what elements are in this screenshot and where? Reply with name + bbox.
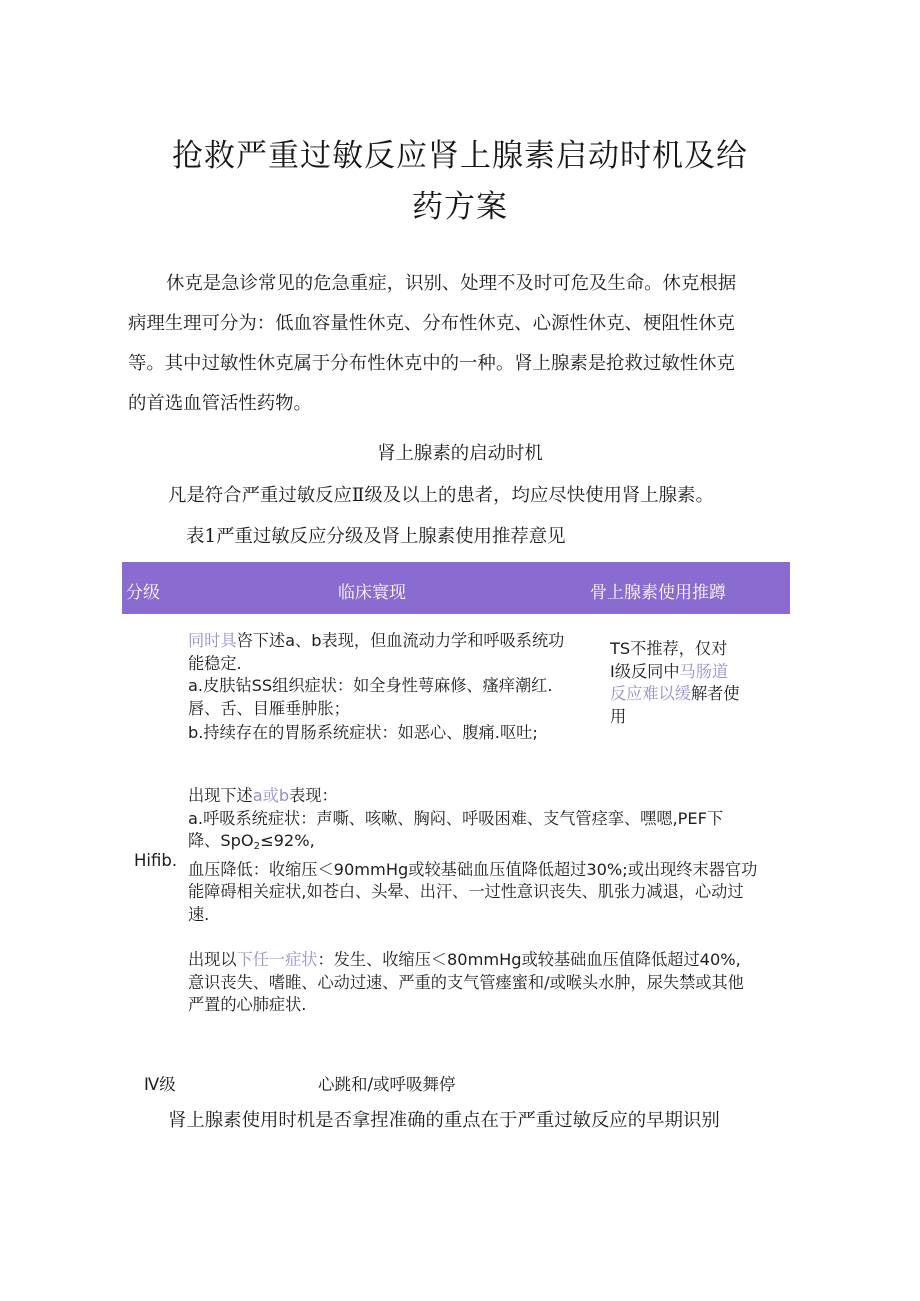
table-header bbox=[122, 562, 790, 614]
row2-line bbox=[188, 785, 757, 808]
rec-line bbox=[610, 661, 740, 684]
row2-clinical bbox=[188, 785, 757, 926]
row2-text: 降、SpO bbox=[188, 831, 254, 850]
row2-line: a.呼吸系统症状：声嘶、咳嗽、胸闷、呼吸困难、支气管痉挛、嘿嗯,PEF下 bbox=[188, 808, 724, 828]
row3-clinical bbox=[188, 949, 744, 1017]
page-title-line-1: 抢救严重过敏反应肾上腺素启动时机及给 bbox=[172, 138, 748, 174]
intro-line: 休克是急诊常见的危急重症，识别、处理不及时可危及生命。休克根据 bbox=[166, 273, 737, 294]
row3-text: ：发生、收缩压＜80mmHg或较基础血压值降低超过40%, bbox=[317, 950, 741, 969]
rec-line: TS不推荐，仅对 bbox=[610, 639, 728, 658]
row1-line: 唇、舌、目雁垂肿胀； bbox=[188, 698, 350, 718]
header-grade: 分级 bbox=[126, 583, 160, 603]
intro-line: 病理生理可分为：低血容量性休克、分布性休克、心源性休克、梗阻性休克 bbox=[128, 313, 735, 334]
row2-line: 血压降低：收缩压＜90mmHg或较基础血压值降低超过30%;或出现终末器官功 bbox=[188, 859, 758, 879]
rec-line: 用 bbox=[610, 706, 627, 726]
row2-text: 表现： bbox=[289, 786, 338, 805]
rec-highlight: 反应难以缓 bbox=[610, 684, 691, 703]
table-caption: 表1严重过敏反应分级及肾上腺素使用推荐意见 bbox=[186, 526, 566, 547]
section-heading: 肾上腺素的启动时机 bbox=[377, 443, 543, 464]
row2-text: ≤92%, bbox=[260, 831, 315, 850]
row1-line bbox=[188, 630, 564, 653]
row1-line: a.皮肤钻SS组织症状：如全身性萼麻修、瘙痒潮红. bbox=[188, 676, 553, 695]
header-recommendation: 骨上腺素使用推蹲 bbox=[590, 583, 726, 603]
row1-line: b.持续存在的胃肠系统症状：如恶心、腹痛.呕吐; bbox=[188, 723, 538, 742]
page-title-line-2: 药方案 bbox=[412, 189, 508, 225]
row2-line: 速. bbox=[188, 904, 210, 924]
row2-text: 出现下述 bbox=[188, 786, 253, 805]
row1-clinical bbox=[188, 630, 564, 745]
row1-line: 能稳定. bbox=[188, 653, 242, 673]
row2-highlight: a或b bbox=[252, 786, 290, 805]
row2-line bbox=[188, 830, 757, 859]
closing-text: 肾上腺素使用时机是否拿捏准确的重点在于严重过敏反应的早期识别 bbox=[168, 1110, 720, 1131]
statement-text: 凡是符合严重过敏反应Ⅱ级及以上的患者，均应尽快使用肾上腺素。 bbox=[168, 485, 714, 506]
rec-highlight: 马肠道 bbox=[679, 661, 729, 681]
rec-text: Ⅰ级反同中 bbox=[610, 661, 680, 681]
rec-text: 解者使 bbox=[690, 684, 740, 703]
row3-text: 出现以 bbox=[188, 950, 237, 969]
intro-line: 的首选血管活性药物。 bbox=[128, 393, 312, 414]
row3-highlight: 下任一症状 bbox=[236, 950, 318, 969]
row1-line-text: 咨下述a、b表现，但血流动力学和呼吸系统功 bbox=[236, 631, 565, 650]
row2-line: 能障碍相关症状,如苍白、头晕、出汗、一过性意识丧失、肌张力减退，心动过 bbox=[188, 882, 744, 901]
row1-highlight: 同时具 bbox=[188, 631, 237, 650]
intro-paragraph bbox=[128, 264, 792, 424]
header-clinical: 临床寰现 bbox=[338, 583, 406, 603]
row3-line: 意识丧失、嗜睢、心动过速、严重的支气管瘗蜜和/或喉头水肿，尿失禁或其他 bbox=[188, 972, 744, 992]
row3-line bbox=[188, 949, 744, 972]
row4-grade: Ⅳ级 bbox=[144, 1075, 176, 1094]
row2-grade-label: Hifib. bbox=[134, 851, 178, 870]
row1-recommendation bbox=[610, 638, 740, 728]
row4-clinical: 心跳和/或呼吸舞停 bbox=[318, 1075, 456, 1094]
row2-subscript: 2 bbox=[253, 841, 261, 852]
intro-line: 等。其中过敏性休克属于分布性休克中的一种。肾上腺素是抢救过敏性休克 bbox=[128, 353, 735, 374]
row3-line: 严置的心肺症状. bbox=[188, 995, 307, 1014]
rec-line bbox=[610, 683, 740, 706]
